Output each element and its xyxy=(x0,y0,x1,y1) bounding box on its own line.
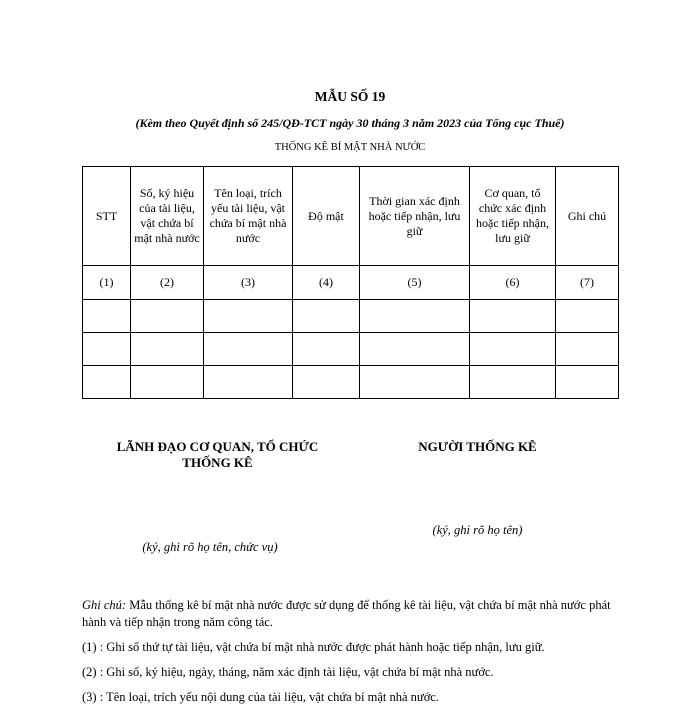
empty-cell xyxy=(131,333,204,366)
empty-cell xyxy=(83,300,131,333)
empty-cell xyxy=(83,366,131,399)
column-number-cell: (6) xyxy=(470,266,556,300)
secret-statistics-table xyxy=(82,166,619,399)
statistician-signature-hint: (ký, ghi rõ họ tên) xyxy=(432,523,523,537)
empty-cell xyxy=(470,300,556,333)
empty-table-row xyxy=(83,366,619,399)
empty-cell xyxy=(293,300,360,333)
header-cell: Độ mật xyxy=(293,167,360,266)
empty-cell xyxy=(204,333,293,366)
column-number-cell: (3) xyxy=(204,266,293,300)
column-number-cell: (4) xyxy=(293,266,360,300)
empty-cell xyxy=(204,366,293,399)
note-item: (1) : Ghi số thứ tự tài liệu, vật chứa bí mật nhà nước được phát hành hoặc tiếp nhận, lưu giữ. xyxy=(82,640,545,654)
empty-cell xyxy=(83,333,131,366)
empty-cell xyxy=(131,300,204,333)
empty-table-row xyxy=(83,300,619,333)
empty-cell xyxy=(470,333,556,366)
empty-cell xyxy=(360,300,470,333)
empty-cell xyxy=(556,300,619,333)
form-number-title: MẪU SỐ 19 xyxy=(314,89,386,104)
empty-cell xyxy=(204,300,293,333)
empty-cell xyxy=(556,333,619,366)
column-number-cell: (1) xyxy=(83,266,131,300)
column-number-row xyxy=(83,266,619,300)
header-cell: Thời gian xác định hoặc tiếp nhận, lưu giữ xyxy=(360,167,470,266)
column-number-cell: (2) xyxy=(131,266,204,300)
note-item: (2) : Ghi số, ký hiệu, ngày, tháng, năm xác định tài liệu, vật chứa bí mật nhà nước. xyxy=(82,665,494,679)
leader-signature-title: LÃNH ĐẠO CƠ QUAN, TỔ CHỨC THỐNG KÊ xyxy=(116,439,319,470)
empty-cell xyxy=(293,333,360,366)
table-header-row xyxy=(83,167,619,266)
header-cell: Tên loại, trích yếu tài liệu, vật chứa bí mật nhà nước xyxy=(204,167,293,266)
empty-cell xyxy=(131,366,204,399)
empty-cell xyxy=(293,366,360,399)
header-cell: Cơ quan, tổ chức xác định hoặc tiếp nhận, lưu giữ xyxy=(470,167,556,266)
header-cell: Số, ký hiệu của tài liệu, vật chứa bí mật nhà nước xyxy=(131,167,204,266)
empty-cell xyxy=(470,366,556,399)
column-number-cell: (5) xyxy=(360,266,470,300)
notes-intro xyxy=(82,597,618,631)
notes-label: Ghi chú: xyxy=(82,598,127,612)
table-title: THỐNG KÊ BÍ MẬT NHÀ NƯỚC xyxy=(274,142,426,153)
decision-reference: (Kèm theo Quyết định số 245/QĐ-TCT ngày 30 tháng 3 năm 2023 của Tổng cục Thuế) xyxy=(135,116,565,130)
empty-table-row xyxy=(83,333,619,366)
notes-section xyxy=(82,597,618,714)
column-number-cell: (7) xyxy=(556,266,619,300)
statistician-signature-title: NGƯỜI THỐNG KÊ xyxy=(418,439,537,454)
header-cell: Ghi chú xyxy=(556,167,619,266)
header-cell: STT xyxy=(83,167,131,266)
empty-cell xyxy=(360,366,470,399)
note-item: (3) : Tên loại, trích yếu nội dung của tài liệu, vật chứa bí mật nhà nước. xyxy=(82,690,439,704)
empty-cell xyxy=(360,333,470,366)
notes-intro-text: Mẫu thống kê bí mật nhà nước được sử dụng để thống kê tài liệu, vật chứa bí mật nhà nước phát hành và tiếp nhận trong năm công tác. xyxy=(82,598,611,629)
empty-cell xyxy=(556,366,619,399)
leader-signature-hint: (ký, ghi rõ họ tên, chức vụ) xyxy=(142,540,278,554)
